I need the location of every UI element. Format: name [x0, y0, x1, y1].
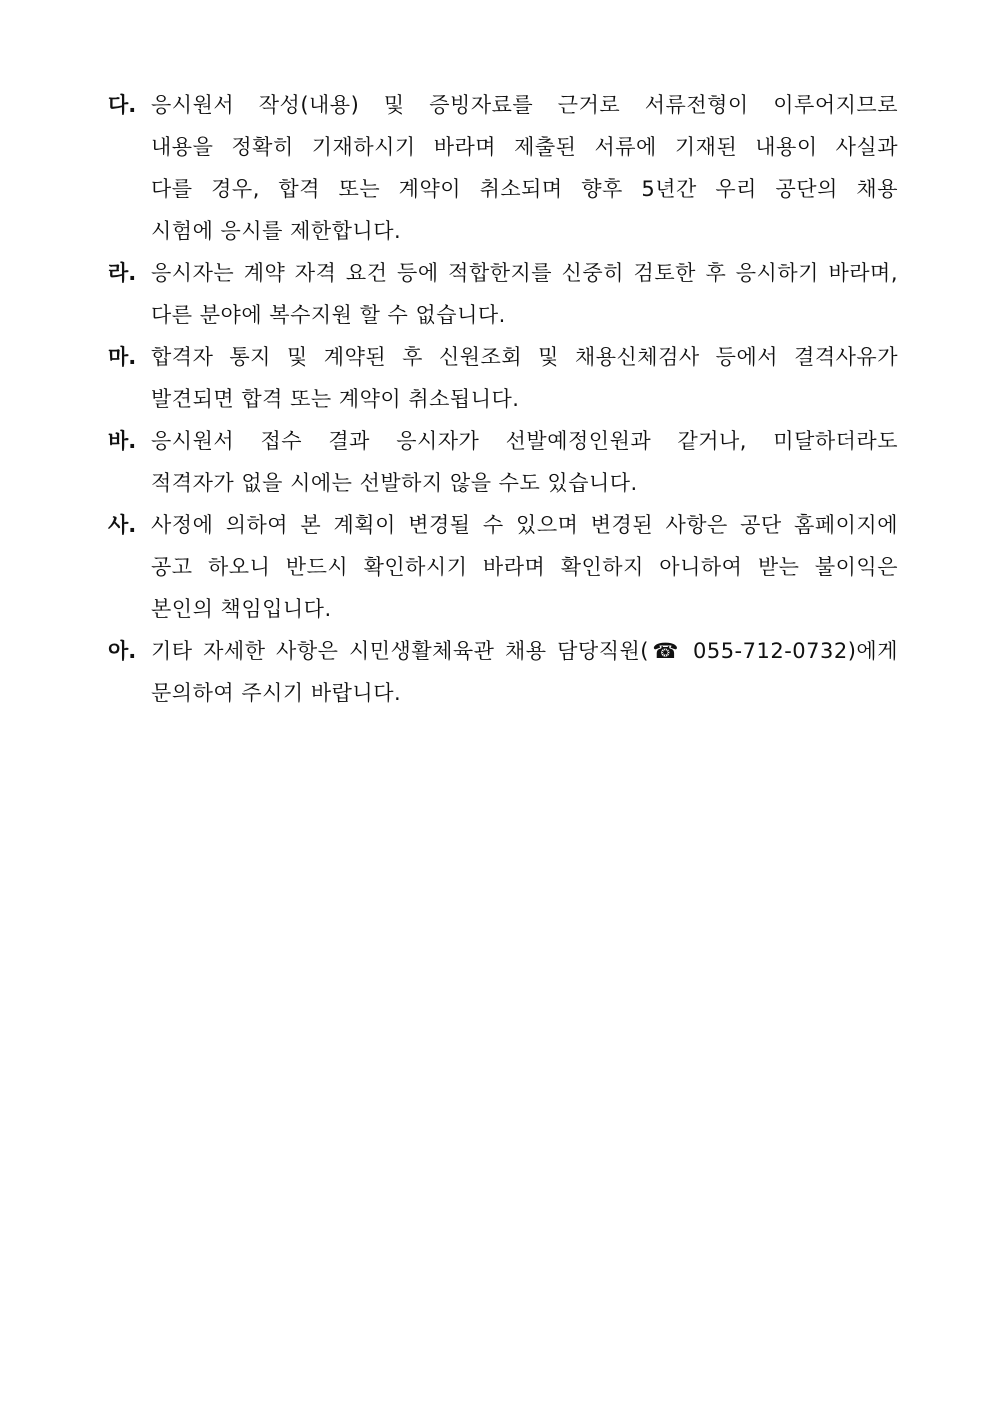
notice-list: [108, 84, 898, 714]
item-line: 발견되면 합격 또는 계약이 취소됩니다.: [151, 387, 520, 411]
item-line: 공고 하오니 반드시 확인하시기 바라며 확인하지 아니하여 받는 불이익은: [151, 555, 898, 579]
item-line: 시험에 응시를 제한합니다.: [151, 219, 402, 243]
item-line: 사정에 의하여 본 계획이 변경될 수 있으며 변경된 사항은 공단 홈페이지에: [151, 513, 898, 537]
item-line: 응시원서 작성(내용) 및 증빙자료를 근거로 서류전형이 이루어지므로: [151, 93, 898, 117]
notice-item-a: [108, 630, 898, 714]
item-line: 다를 경우, 합격 또는 계약이 취소되며 향후 5년간 우리 공단의 채용: [151, 177, 898, 201]
notice-item-da: [108, 84, 898, 252]
item-line: 합격자 통지 및 계약된 후 신원조회 및 채용신체검사 등에서 결격사유가: [151, 345, 898, 369]
notice-item-sa: [108, 504, 898, 630]
item-line: 적격자가 없을 시에는 선발하지 않을 수도 있습니다.: [151, 471, 638, 495]
item-marker: 마.: [108, 345, 137, 369]
item-marker: 바.: [108, 429, 137, 453]
item-marker: 라.: [108, 261, 137, 285]
item-marker: 사.: [108, 513, 137, 537]
notice-item-ra: [108, 252, 898, 336]
item-marker: 아.: [108, 639, 137, 663]
item-line: 본인의 책임입니다.: [151, 597, 332, 621]
item-line: 응시자는 계약 자격 요건 등에 적합한지를 신중히 검토한 후 응시하기 바라며,: [151, 261, 898, 285]
item-line: 다른 분야에 복수지원 할 수 없습니다.: [151, 303, 506, 327]
item-line: 응시원서 접수 결과 응시자가 선발예정인원과 같거나, 미달하더라도: [151, 429, 898, 453]
contact-line: 기타 자세한 사항은 시민생활체육관 채용 담당직원(☎ 055-712-0732)에게: [151, 639, 898, 663]
item-marker: 다.: [108, 93, 137, 117]
notice-item-ba: [108, 420, 898, 504]
item-line: 문의하여 주시기 바랍니다.: [151, 681, 402, 705]
notice-item-ma: [108, 336, 898, 420]
item-line: 내용을 정확히 기재하시기 바라며 제출된 서류에 기재된 내용이 사실과: [151, 135, 898, 159]
